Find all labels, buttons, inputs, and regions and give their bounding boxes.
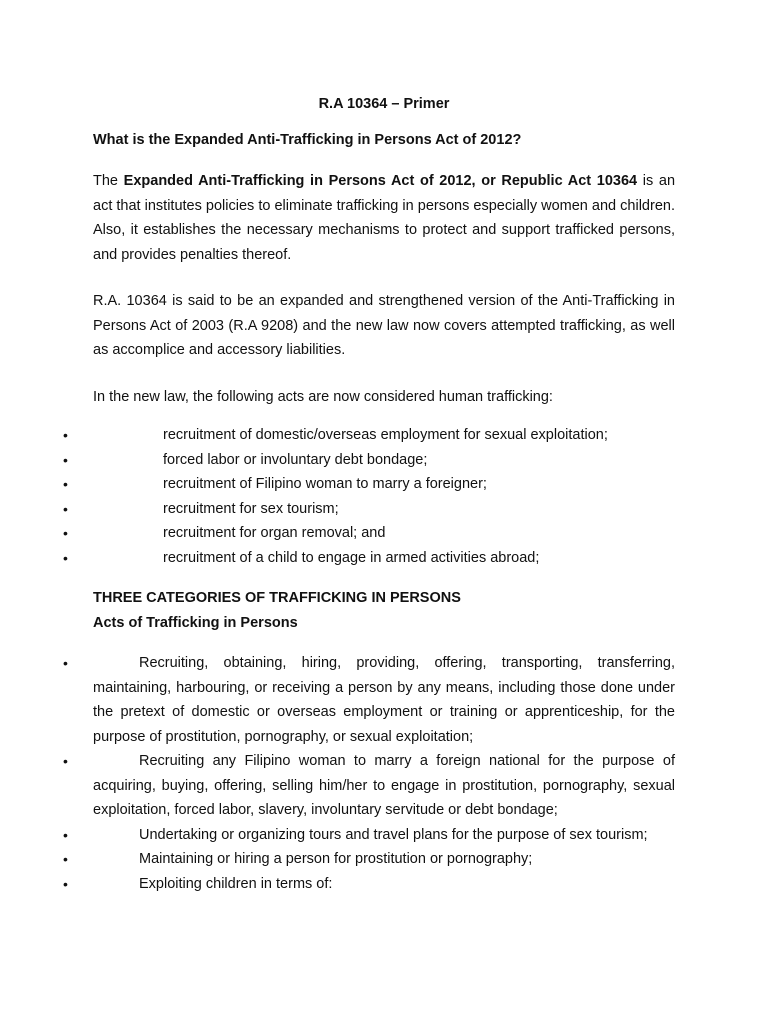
list-item-text: forced labor or involuntary debt bondage;	[163, 451, 428, 468]
list-item	[63, 823, 675, 848]
list-item	[63, 448, 675, 473]
list-item	[63, 497, 675, 522]
bullet-icon: •	[63, 875, 68, 892]
bullet-icon: •	[63, 655, 68, 671]
bullet-icon: •	[63, 476, 68, 492]
list-item	[63, 521, 675, 546]
list-item	[63, 872, 675, 897]
trafficking-categories-list	[63, 651, 675, 896]
bullet-icon: •	[63, 427, 68, 443]
expanded-version-paragraph: R.A. 10364 is said to be an expanded and strengthened version of the Anti-Trafficking in Persons Act of 2003 (R.A 9208) and the new law now covers attempted trafficking, as well as accomplice and accessory liabilities.	[93, 293, 675, 358]
document-page	[63, 94, 676, 896]
intro-bold: Expanded Anti-Trafficking in Persons Act of 2012, or Republic Act 10364	[123, 173, 638, 189]
bullet-icon: •	[63, 826, 68, 843]
section-heading: THREE CATEGORIES OF TRAFFICKING IN PERSONS	[93, 590, 461, 606]
list-item-text: Exploiting children in terms of:	[139, 875, 333, 892]
bullet-icon: •	[63, 851, 68, 867]
list-item	[63, 651, 675, 749]
list-item-text: Maintaining or hiring a person for prostitution or pornography;	[139, 851, 533, 867]
bullet-icon: •	[63, 753, 68, 769]
bullet-icon: •	[63, 500, 68, 517]
list-item-text: recruitment of domestic/overseas employment for sexual exploitation;	[163, 427, 608, 443]
list-item-text: Recruiting, obtaining, hiring, providing, offering, transporting, transferring, maintaining, harbouring, or receiving a person by any means, including those done under the pretext of domestic or overseas employment or training or apprenticeship, for the purpose of prostitution, pornography, or sexual exploitation;	[93, 655, 675, 745]
bullet-icon: •	[63, 549, 68, 566]
list-item-text: recruitment for organ removal; and	[163, 525, 386, 541]
document-title: R.A 10364 – Primer	[318, 96, 450, 112]
intro-post: is an act that institutes policies to eliminate trafficking in persons especially women and children. Also, it establishes the necessary mechanisms to protect and support trafficked persons, and provides penalties thereof.	[93, 173, 676, 263]
trafficking-acts-list	[63, 423, 675, 570]
list-item-text: Undertaking or organizing tours and travel plans for the purpose of sex tourism;	[139, 826, 648, 843]
intro-paragraph	[93, 169, 675, 267]
section-subheading: Acts of Trafficking in Persons	[93, 614, 298, 631]
list-item-text: recruitment for sex tourism;	[163, 500, 339, 517]
list-item-text: recruitment of Filipino woman to marry a foreigner;	[163, 476, 487, 492]
list-item	[63, 423, 675, 448]
bullet-icon: •	[63, 451, 68, 468]
list-item	[63, 749, 675, 823]
question-heading: What is the Expanded Anti-Trafficking in Persons Act of 2012?	[93, 132, 522, 148]
bullet-icon: •	[63, 525, 68, 541]
list-item	[63, 472, 675, 497]
intro-pre: The	[93, 173, 124, 189]
new-law-paragraph: In the new law, the following acts are now considered human trafficking:	[93, 388, 553, 405]
list-item	[63, 847, 675, 872]
list-item-text: recruitment of a child to engage in armed activities abroad;	[163, 549, 540, 566]
list-item	[63, 546, 675, 571]
list-item-text: Recruiting any Filipino woman to marry a foreign national for the purpose of acquiring, buying, offering, selling him/her to engage in prostitution, pornography, sexual exploitation, forced labor, slavery, involuntary servitude or debt bondage;	[93, 753, 675, 818]
